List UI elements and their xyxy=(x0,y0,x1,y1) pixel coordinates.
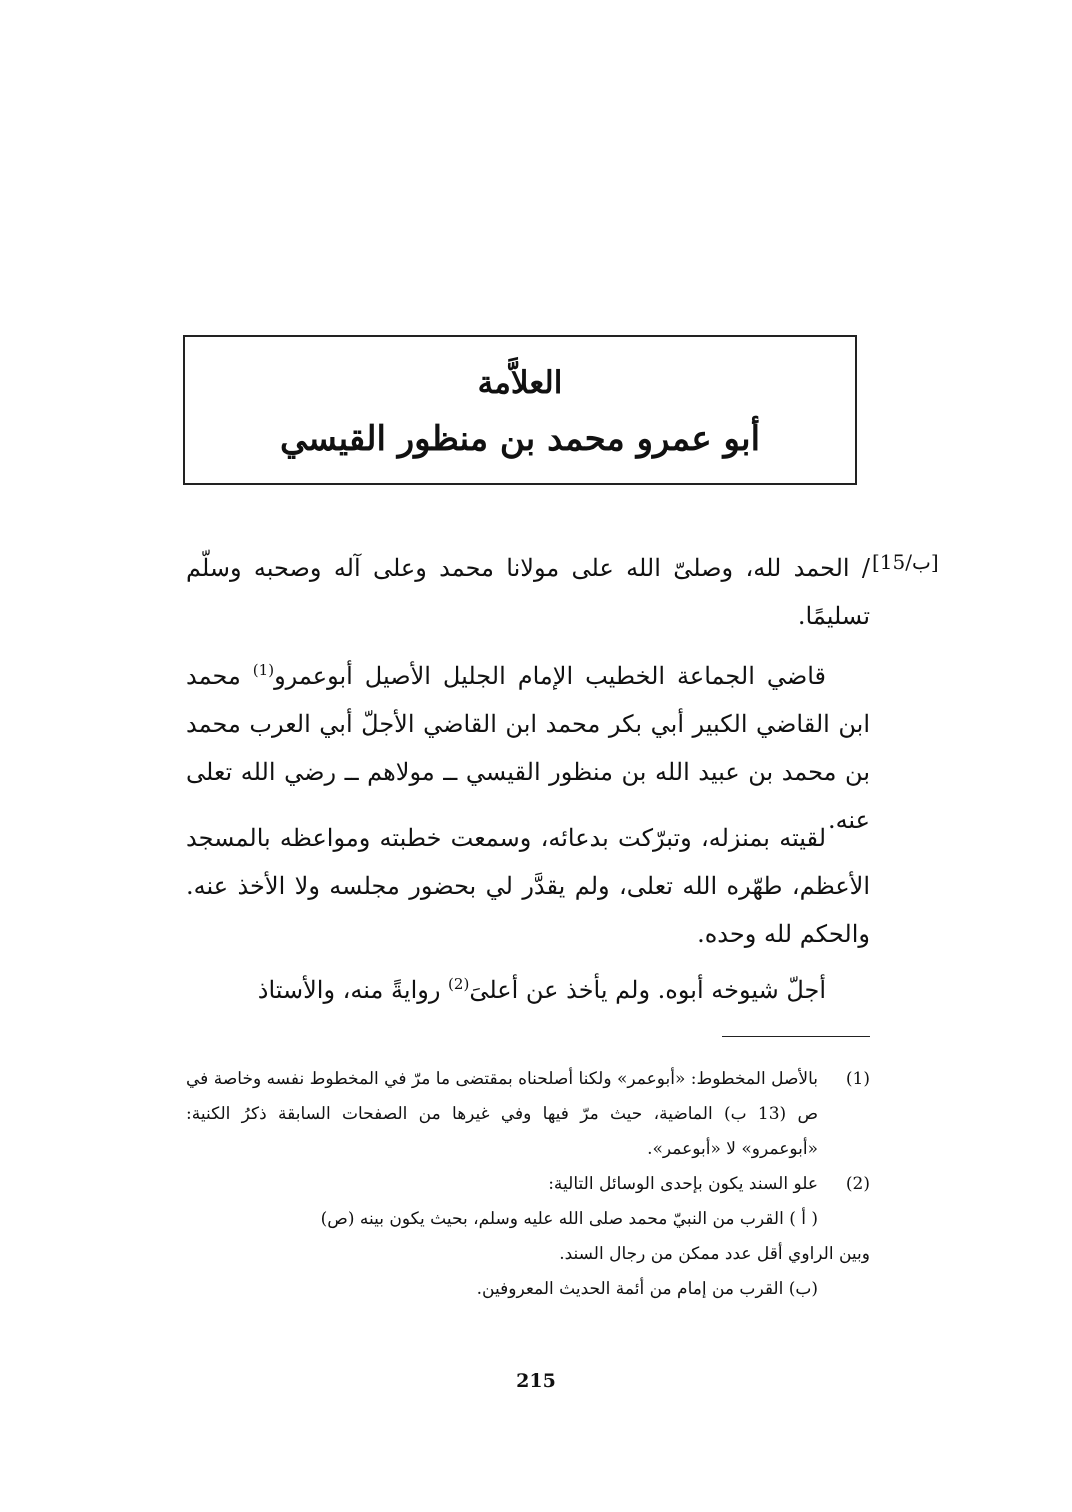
footnote-1 xyxy=(186,1062,870,1167)
margin-folio-reference: [15/ب] xyxy=(872,550,939,574)
paragraph-3 xyxy=(186,966,870,1014)
footnote-2-text: علو السند يكون بإحدى الوسائل التالية: xyxy=(548,1174,818,1194)
title-honorific: العلاَّمة xyxy=(477,365,563,401)
footnote-1-text: بالأصل المخطوط: «أبوعمر» ولكنا أصلحناه بمقتضى ما مرّ في المخطوط نفسه وخاصة في ص (13 ب) الماضية، حيث مرّ فيها وفي غيرها من الصفحات السابقة ذكرُ الكنية: «أبوعمرو» لا «أبوعمر». xyxy=(186,1069,819,1159)
footnotes xyxy=(186,1062,870,1307)
paragraph-3-text-end: روايةً منه، والأستاذ xyxy=(257,976,449,1004)
page-number: 215 xyxy=(516,1370,556,1392)
footnote-2-item-a-continued: وبين الراوي أقل عدد ممكن من رجال السند. xyxy=(559,1244,870,1264)
paragraph-2: لقيته بمنزله، وتبرّكت بدعائه، وسمعت خطبته ومواعظه بالمسجد الأعظم، طهّره الله تعلى، ولم يقدَّر لي بحضور مجلسه ولا الأخذ عنه. والحكم لله وحده. xyxy=(186,824,870,948)
intro-paragraph: / الحمد لله، وصلىّ الله على مولانا محمد وعلى آله وصحبه وسلّم تسليمًا. xyxy=(186,554,870,630)
footnote-1-number: (1) xyxy=(845,1069,870,1089)
paragraph-1-text-start: قاضي الجماعة الخطيب الإمام الجليل الأصيل أبوعمرو xyxy=(274,662,827,690)
footnote-2-item-b: (ب) القرب من إمام من أئمة الحديث المعروفين. xyxy=(476,1279,818,1299)
footnote-2-item-a: ( أ ) القرب من النبيّ محمد صلى الله عليه وسلم، بحيث يكون بينه (ص) xyxy=(320,1209,818,1229)
footnote-ref-2: (2) xyxy=(448,975,470,993)
title-name: أبو عمرو محمد بن منظور القيسي xyxy=(279,419,761,459)
footnote-2-number: (2) xyxy=(845,1174,870,1194)
title-box xyxy=(183,335,857,485)
footnote-ref-1: (1) xyxy=(252,661,275,679)
paragraph-1-text-end: محمد ابن القاضي الكبير أبي بكر محمد ابن القاضي الأجلّ أبي العرب محمد بن محمد بن عبيد الله بن منظور القيسي ــ مولاهم ــ رضي الله تعلى عنه. xyxy=(186,662,870,834)
paragraph-3-text-start: أجلّ شيوخه أبوه. ولم يأخذ عن أعلىَ xyxy=(469,976,826,1004)
footnote-2 xyxy=(186,1167,870,1202)
footnote-separator xyxy=(722,1036,870,1037)
